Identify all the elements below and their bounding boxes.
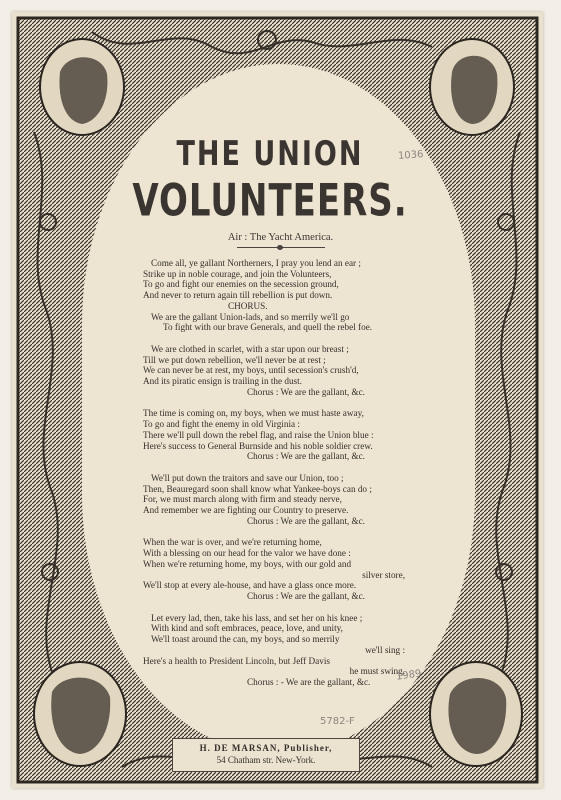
verse-line: And remember we are fighting our Country to preserve. <box>143 505 349 516</box>
air-tune-note: Air : The Yacht America. <box>227 232 334 243</box>
verse-line: he must swing. <box>349 666 405 677</box>
stanza-3 <box>143 408 433 462</box>
chorus-heading: CHORUS. <box>228 300 268 311</box>
pencil-note-bottom: 1989 <box>395 668 423 683</box>
verse-line: We'll put down the traitors and save our Union, too ; <box>151 472 344 483</box>
pencil-note-top: 1036 <box>397 149 424 162</box>
stanza-2 <box>143 344 433 398</box>
publisher-address: 54 Chatham str. New-York. <box>216 755 316 765</box>
verse-line: When we're returning home, my boys, with our gold and <box>143 558 352 569</box>
verse-line: And never to return again till rebellion is put down. <box>143 290 333 301</box>
verse-line: Then, Beauregard soon shall know what Yankee-boys can do ; <box>143 483 372 494</box>
verse-line: For, we must march along with firm and steady nerve, <box>143 494 342 505</box>
verse-line: With a blessing on our head for the valor we have done : <box>143 548 351 559</box>
verse-line: When the war is over, and we're returning home, <box>143 537 322 548</box>
chorus-refrain: Chorus : We are the gallant, &c. <box>247 451 365 462</box>
verse-line: And its piratic ensign is trailing in the dust. <box>143 376 302 387</box>
verse-line: Strike up in noble courage, and join the Volunteers, <box>143 268 332 279</box>
song-verses <box>143 258 433 699</box>
verse-line: Come all, ye gallant Northerners, I pray you lend an ear ; <box>151 258 361 268</box>
stanza-1 <box>143 258 433 333</box>
chorus-refrain: Chorus : We are the gallant, &c. <box>247 386 365 397</box>
verse-line: We'll stop at every ale-house, and have a glass once more. <box>143 580 357 591</box>
chorus-refrain: Chorus : We are the gallant, &c. <box>247 515 365 526</box>
verse-line: We can never be at rest, my boys, until secession's crush'd, <box>143 365 359 376</box>
verse-line: Here's success to General Burnside and his noble soldier crew. <box>143 440 373 451</box>
verse-line: With kind and soft embraces, peace, love, and unity, <box>151 623 343 634</box>
verse-line: we'll sing : <box>365 644 405 655</box>
stanza-4 <box>143 473 433 527</box>
verse-line: The time is coming on, my boys, when we must haste away, <box>143 408 364 419</box>
decorative-rule <box>237 247 325 248</box>
pencil-catalog-number: 5782-F <box>320 716 355 727</box>
chorus-refrain: Chorus : - We are the gallant, &c. <box>247 676 371 687</box>
verse-line: There we'll pull down the rebel flag, and raise the Union blue : <box>143 429 374 440</box>
publisher-imprint <box>172 738 360 772</box>
verse-line: To go and fight the enemy in old Virginia : <box>143 419 300 430</box>
publisher-name: H. DE MARSAN, Publisher, <box>199 743 333 753</box>
verse-line: silver store, <box>362 569 405 580</box>
verse-line: Here's a health to President Lincoln, but Jeff Davis <box>143 655 330 666</box>
stanza-6 <box>143 613 433 688</box>
chorus-line: We are the gallant Union-lads, and so merrily we'll go <box>151 311 350 322</box>
verse-line: Let every lad, then, take his lass, and set her on his knee ; <box>151 612 363 623</box>
verse-line: Till we put down rebellion, we'll never be at rest ; <box>143 354 326 365</box>
chorus-line: To fight with our brave Generals, and quell the rebel foe. <box>163 322 373 333</box>
song-title <box>120 134 420 228</box>
stanza-5 <box>143 537 433 601</box>
title-line-2: VOLUNTEERS. <box>132 175 408 228</box>
chorus-refrain: Chorus : We are the gallant, &c. <box>247 590 365 601</box>
verse-line: We are clothed in scarlet, with a star upon our breast ; <box>151 343 349 354</box>
title-line-1: THE UNION <box>176 134 364 174</box>
verse-line: To go and fight our enemies on the secession ground, <box>143 279 339 290</box>
verse-line: We'll toast around the can, my boys, and so merrily <box>151 634 340 645</box>
